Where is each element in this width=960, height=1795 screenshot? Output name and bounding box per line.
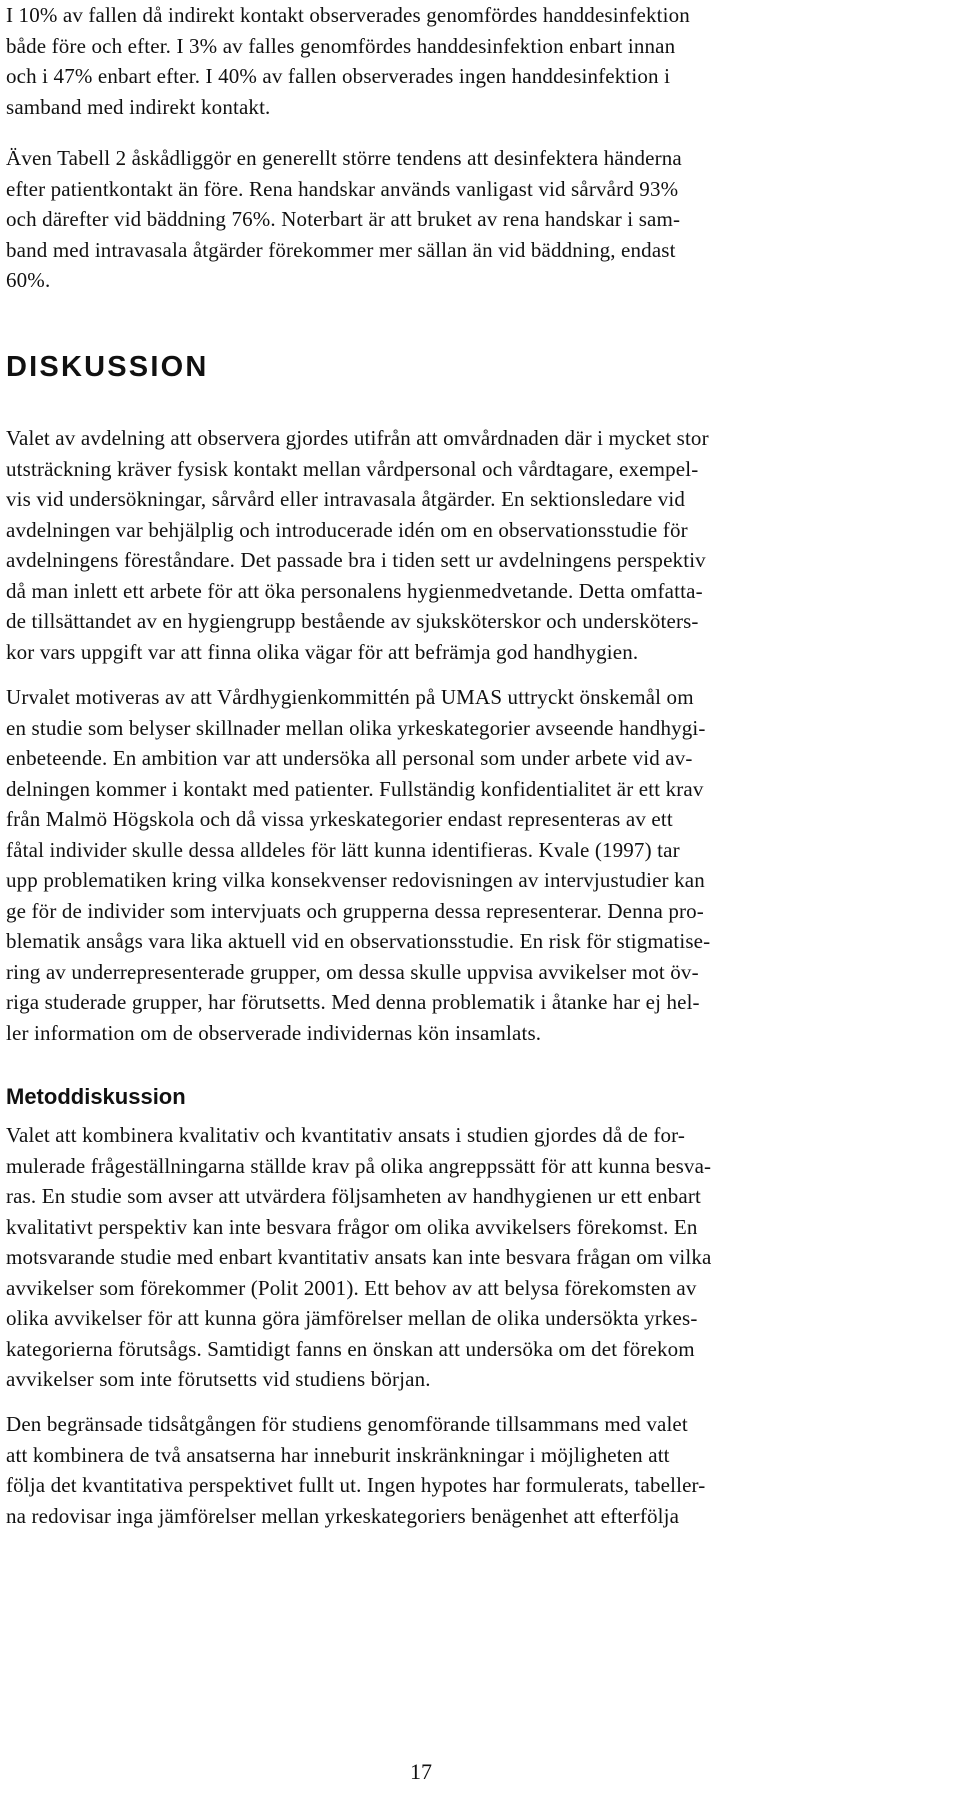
- text-line: motsvarande studie med enbart kvantitativ ansats kan inte besvara frågan om vilka: [6, 1245, 712, 1269]
- text-line: Även Tabell 2 åskådliggör en generellt större tendens att desinfektera händerna: [6, 146, 682, 170]
- text-line: vis vid undersökningar, sårvård eller intravasala åtgärder. En sektionsledare vid: [6, 487, 686, 511]
- text-line: ras. En studie som avser att utvärdera följsamheten av handhygienen ur ett enbart: [6, 1184, 701, 1208]
- text-line: de tillsättandet av en hygiengrupp bestående av sjuksköterskor och undersköters-: [6, 609, 699, 633]
- text-line: kor vars uppgift var att finna olika vägar för att befrämja god handhygien.: [6, 639, 639, 664]
- text-line: från Malmö Högskola och då vissa yrkeskategorier endast representeras av ett: [6, 807, 673, 831]
- text-line: blematik ansågs vara lika aktuell vid en observationsstudie. En risk för stigmatise-: [6, 929, 711, 953]
- text-line: delningen kommer i kontakt med patienter. Fullständig konfidentialitet är ett krav: [6, 776, 704, 801]
- text-line: Valet av avdelning att observera gjordes utifrån att omvårdnaden där i mycket stor: [6, 426, 709, 450]
- text-line: ge för de individer som intervjuats och grupperna dessa representerar. Denna pro-: [6, 898, 704, 923]
- page-number: 17: [410, 1759, 432, 1784]
- text-line: samband med indirekt kontakt.: [6, 94, 271, 119]
- text-line: ring av underrepresenterade grupper, om dessa skulle uppvisa avvikelser mot öv-: [6, 959, 699, 984]
- section-heading-diskussion: DISKUSSION: [6, 351, 209, 383]
- text-line: och därefter vid bäddning 76%. Noterbart är att bruket av rena handskar i sam-: [6, 207, 681, 231]
- text-line: avdelningen var behjälplig och introducerade idén om en observationsstudie för: [6, 517, 688, 542]
- text-line: att kombinera de två ansatserna har inneburit inskränkningar i möjligheten att: [6, 1442, 670, 1467]
- paragraph-time-limits: [6, 1409, 705, 1531]
- text-line: enbeteende. En ambition var att undersöka all personal som under arbete vid av-: [6, 746, 693, 770]
- text-line: mulerade frågeställningarna ställde krav på olika angreppssätt för att kunna besva-: [6, 1153, 712, 1178]
- paragraph-method-combination: [6, 1120, 712, 1395]
- text-line: avvikelser som inte förutsetts vid studiens början.: [6, 1367, 431, 1391]
- text-line: Valet att kombinera kvalitativ och kvantitativ ansats i studien gjordes då de for-: [6, 1123, 686, 1147]
- text-line: efter patientkontakt än före. Rena handskar används vanligast vid sårvård 93%: [6, 176, 679, 201]
- text-line: kvalitativt perspektiv kan inte besvara frågor om olika avvikelsers förekomst. En: [6, 1214, 698, 1239]
- text-line: både före och efter. I 3% av falles genomfördes handdesinfektion enbart innan: [6, 33, 676, 58]
- text-line: och i 47% enbart efter. I 40% av fallen observerades ingen handdesinfektion i: [6, 64, 671, 88]
- text-line: na redovisar inga jämförelser mellan yrkeskategoriers benägenhet att efterfölja: [6, 1503, 680, 1528]
- text-line: följa det kvantitativa perspektivet fullt ut. Ingen hypotes har formulerats, tabeller-: [6, 1473, 706, 1497]
- subheading-metoddiskussion: Metoddiskussion: [6, 1084, 186, 1109]
- text-line: en studie som belyser skillnader mellan olika yrkeskategorier avseende handhygi-: [6, 715, 706, 740]
- text-line: utsträckning kräver fysisk kontakt mellan vårdpersonal och vårdtagare, exempel-: [6, 456, 699, 481]
- text-line: riga studerade grupper, har förutsetts. Med denna problematik i åtanke har ej hel-: [6, 990, 700, 1014]
- paragraph-table-2: [6, 143, 682, 296]
- text-line: olika avvikelser för att kunna göra jämförelser mellan de olika undersökta yrkes-: [6, 1306, 698, 1330]
- text-line: upp problematiken kring vilka konsekvenser redovisningen av intervjustudier kan: [6, 868, 705, 892]
- text-line: Urvalet motiveras av att Vårdhygienkommittén på UMAS uttryckt önskemål om: [6, 685, 694, 709]
- text-line: kategorierna förutsågs. Samtidigt fanns en önskan att undersöka om det förekom: [6, 1336, 695, 1361]
- paragraph-selection: [6, 682, 710, 1048]
- text-line: fåtal individer skulle dessa alldeles för lätt kunna identifieras. Kvale (1997) tar: [6, 837, 680, 862]
- text-line: avdelningens föreståndare. Det passade bra i tiden sett ur avdelningens perspektiv: [6, 548, 706, 572]
- text-line: I 10% av fallen då indirekt kontakt observerades genomfördes handdesinfektion: [6, 3, 690, 27]
- text-line: band med intravasala åtgärder förekommer mer sällan än vid bäddning, endast: [6, 237, 676, 262]
- text-line: Den begränsade tidsåtgången för studiens genomförande tillsammans med valet: [6, 1412, 688, 1436]
- paragraph-indirect-contact: [6, 0, 690, 122]
- text-line: avvikelser som förekommer (Polit 2001). Ett behov av att belysa förekomsten av: [6, 1275, 697, 1300]
- text-line: då man inlett ett arbete för att öka personalens hygienmedvetande. Detta omfatta-: [6, 578, 703, 603]
- text-line: ler information om de observerade individernas kön insamlats.: [6, 1020, 542, 1045]
- paragraph-ward-choice: [6, 423, 709, 667]
- text-line: 60%.: [6, 268, 51, 292]
